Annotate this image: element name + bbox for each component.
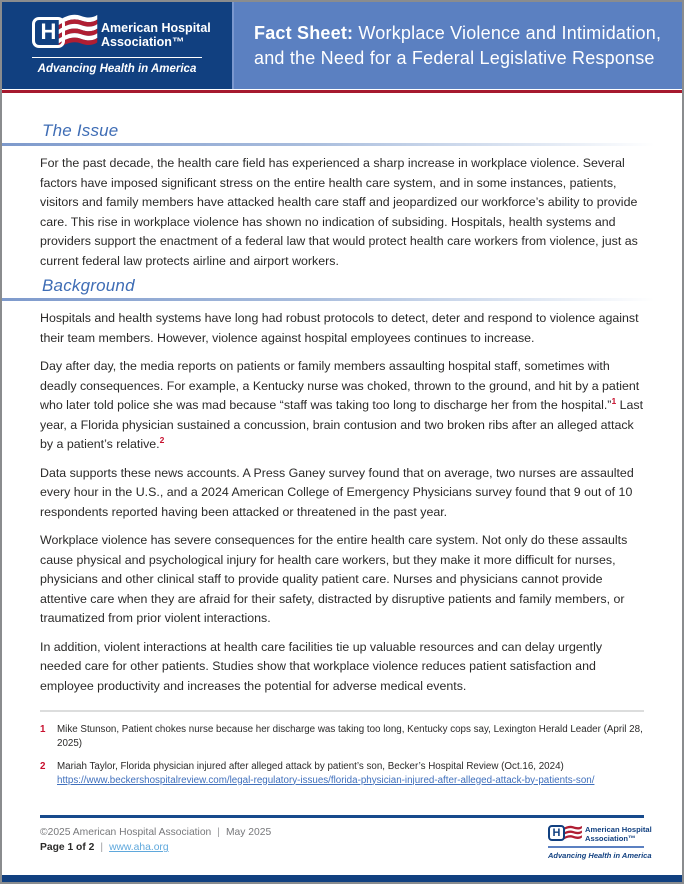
background-paragraph-5: In addition, violent interactions at health care facilities tie up valuable resources and can delay urgently needed care for other patients. Studies show that workplace violence reduces patient satisfaction and employee productivity and increases the potential for adverse medical events. — [40, 639, 603, 693]
background-paragraph-1: Hospitals and health systems have long had robust protocols to detect, deter and respond to violence against their team members. However, violence against hospital employees continues to increase. — [40, 311, 639, 345]
footer-info — [40, 827, 271, 853]
background-paragraph-4: Workplace violence has severe consequences for the entire health care system. Not only do these assaults cause physical and psychological injury for health care workers, but they make it more difficult for nurses, physicians and other clinical staff to provide quality patient care. Nurses and physicians cannot provide attentive care when they are afraid for their safety, distracted by disruptive patients and family members, or traumatized from prior violent interactions. — [40, 533, 628, 625]
footnote-2-link[interactable]: https://www.beckershospitalreview.com/legal-regulatory-issues/florida-physician-injured-after-alleged-attack-by-patients-son/ — [57, 774, 595, 786]
section-rule-issue — [2, 143, 682, 146]
aha-footer-logo — [548, 825, 652, 860]
aha-org-name: American Hospital Association™ — [101, 20, 211, 49]
footnote-number: 1 — [40, 724, 46, 735]
logo-divider — [548, 846, 644, 848]
section-rule-background — [2, 298, 682, 301]
background-paragraph-2: Day after day, the media reports on patients or family members assaulting hospital staff, sometimes with deadly consequences. For example, a Kentucky nurse was choked, thrown to the ground, and hit by a patient who later told police she was mad because “staff was taking too long to discharge her from the hospital.”$^1$ Last year, a Florida physician sustained a concussion, brain contusion and two broken ribs after an alleged attack by a patient’s relative.$^2$ — [40, 359, 644, 451]
footnote-ref-1: 1 — [611, 395, 617, 406]
aha-h-logo-icon: H — [548, 825, 565, 841]
header-red-rule — [2, 90, 682, 93]
aha-tagline: Advancing Health in America — [548, 851, 652, 860]
header-logo-panel — [2, 2, 232, 89]
background-paragraph-3: Data supports these news accounts. A Press Ganey survey found that on average, two nurses are assaulted every hour in the U.S., and a 2024 American College of Emergency Physicians survey found that 9 out of 10 respondents reported having been attacked or threatened in the past year. — [40, 465, 634, 519]
aha-logo — [32, 17, 211, 75]
section-heading-issue: The Issue — [42, 121, 119, 140]
logo-divider — [32, 57, 202, 58]
document-body — [2, 120, 682, 787]
page-title: Fact Sheet: Workplace Violence and Intimidation, and the Need for a Federal Legislative Response — [254, 22, 662, 68]
footnote-ref-2: 2 — [159, 434, 165, 445]
footer-rule — [40, 815, 644, 818]
aha-org-name: American Hospital Association™ — [585, 825, 652, 843]
separator: | — [100, 842, 104, 854]
footer — [40, 815, 652, 860]
title-prefix: Fact Sheet: — [254, 22, 354, 43]
footnote-1 — [40, 723, 644, 750]
publication-date: May 2025 — [225, 827, 272, 839]
section-heading-background: Background — [42, 276, 135, 295]
footnote-divider — [40, 710, 644, 712]
footnote-text: Mariah Taylor, Florida physician injured after alleged attack by patient’s son, Becker’s Hospital Review (Oct.16, 2024) https://www.beckershospitalreview.com/legal-regulatory-issues/florida-physician-injured-after-alleged-attack-by-patients-son/ — [57, 761, 595, 786]
copyright-text: ©2025 American Hospital Association — [40, 827, 212, 839]
aha-website-link[interactable]: www.aha.org — [109, 842, 169, 854]
page-number: Page 1 of 2 — [40, 842, 95, 854]
footnote-text: Mike Stunson, Patient chokes nurse because her discharge was taking too long, Kentucky cops say, Lexington Herald Leader (April 28, 2025) — [57, 724, 643, 749]
separator: | — [217, 827, 220, 839]
header-banner — [2, 2, 682, 89]
aha-h-logo-icon: H — [32, 17, 65, 48]
header-title-panel — [232, 2, 682, 89]
issue-paragraph: For the past decade, the health care field has experienced a sharp increase in workplace violence. Several factors have imposed significant stress on the entire health care system, and in some instances, patients, visitors and family members have attacked health care staff and jeopardized our workforce’s ability to provide care. This rise in workplace violence has shown no indication of subsiding. Hospitals, health systems and providers support the enactment of a federal law that would protect health care workers from violence, just as current federal law protects airline and airport workers. — [40, 156, 638, 268]
aha-tagline: Advancing Health in America — [37, 62, 197, 75]
footnote-2 — [40, 760, 644, 787]
bottom-navy-bar — [2, 875, 682, 882]
footnote-number: 2 — [40, 761, 46, 772]
